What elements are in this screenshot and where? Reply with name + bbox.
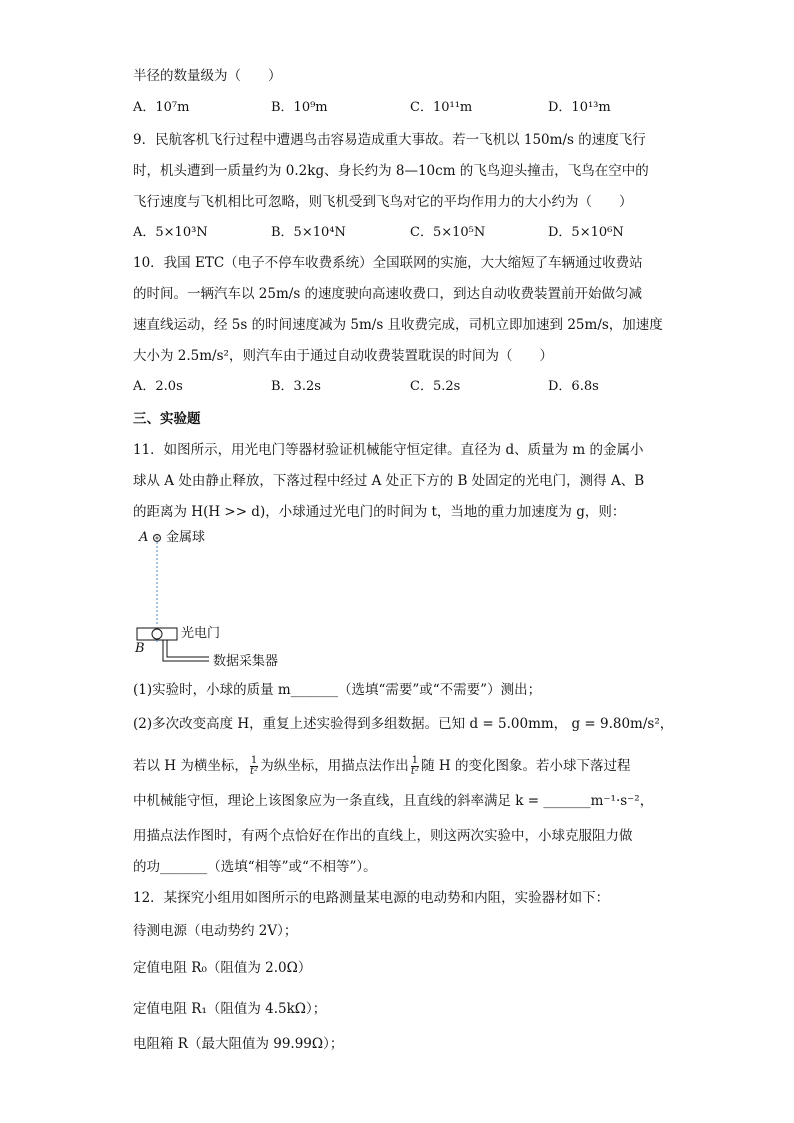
q11-sub2-text-b: 为纵坐标，用描点法作出: [260, 758, 409, 774]
q8-option-b: B．10⁹m: [271, 100, 328, 115]
q12-line-5: 电阻箱 R（最大阻值为 99.99Ω）；: [133, 1036, 344, 1052]
collector-cable-outer: [163, 640, 209, 661]
fraction-numerator-2: 1: [411, 755, 419, 766]
q8-stem-tail: 半径的数量级为（ ）: [133, 68, 282, 84]
q10-line-1: 10．我国 ETC（电子不停车收费系统）全国联网的实施，大大缩短了车辆通过收费站: [133, 255, 643, 271]
q12-line-4: 定值电阻 R₁（阻值为 4.5kΩ）；: [133, 1001, 327, 1017]
metal-ball-core: [156, 537, 159, 540]
q12-line-1: 12．某探究小组用如图所示的电路测量某电源的电动势和内阻，实验器材如下：: [133, 890, 610, 906]
label-a: A: [139, 530, 149, 545]
q11-sub1: (1)实验时，小球的质量 m_______（选填“需要”或“不需要”）测出；: [133, 682, 542, 698]
q11-line-2: 球从 A 处由静止释放，下落过程中经过 A 处正下方的 B 处固定的光电门，测得 A、B: [133, 473, 645, 489]
fraction-numerator: 1: [250, 755, 258, 766]
label-b: B: [135, 641, 145, 656]
q9-option-c: C．5×10⁵N: [410, 225, 486, 240]
photogate-diagram: [133, 528, 333, 673]
collector-cable-inner: [167, 640, 209, 657]
label-metal-ball: 金属球: [166, 530, 206, 545]
q11-sub2-line2: [133, 756, 630, 777]
q9-line-2: 时，机头遭到一质量约为 0.2kg、身长约为 8—10cm 的飞鸟迎头撞击，飞鸟在空中的: [133, 163, 649, 179]
q10-option-b: B．3.2s: [271, 379, 321, 394]
q8-option-d: D．10¹³m: [548, 100, 611, 115]
fraction-denominator-2: t²: [410, 766, 419, 777]
label-photogate: 光电门: [181, 626, 221, 641]
q11-line-3: 的距离为 H(H >> d)，小球通过光电门的时间为 t，当地的重力加速度为 g，则：: [133, 504, 626, 520]
q11-line-1: 11．如图所示，用光电门等器材验证机械能守恒定律。直径为 d、质量为 m 的金属小: [133, 442, 644, 458]
section-title: 三、实验题: [133, 411, 201, 427]
fraction-denominator: t²: [250, 766, 259, 777]
q11-sub2-line4: 用描点法作图时，有两个点恰好在作出的直线上，则这两次实验中，小球克服阻力做: [133, 828, 633, 844]
q11-sub2-line1: (2)多次改变高度 H，重复上述实验得到多组数据。已知 d = 5.00mm， g = 9.80m/s²，: [133, 716, 674, 732]
q9-option-b: B．5×10⁴N: [271, 225, 346, 240]
q8-option-a: A．10⁷m: [133, 100, 190, 115]
q10-line-3: 速直线运动，经 5s 的时间速度减为 5m/s 且收费完成，司机立即加速到 25m/s，加速度: [133, 317, 663, 333]
q11-sub2-text-a: 若以 H 为横坐标，: [133, 758, 248, 774]
q12-line-3: 定值电阻 R₀（阻值为 2.0Ω）: [133, 960, 312, 976]
q9-line-1: 9．民航客机飞行过程中遭遇鸟击容易造成重大事故。若一飞机以 150m/s 的速度飞行: [133, 132, 646, 148]
q11-sub2-text-c: 随 H 的变化图象。若小球下落过程: [421, 758, 631, 774]
q10-option-d: D．6.8s: [548, 379, 599, 394]
label-data-collector: 数据采集器: [213, 654, 279, 669]
q9-line-3: 飞行速度与飞机相比可忽略，则飞机受到飞鸟对它的平均作用力的大小约为（ ）: [133, 194, 633, 210]
q12-line-2: 待测电源（电动势约 2V）；: [133, 923, 298, 939]
q10-line-2: 的时间。一辆汽车以 25m/s 的速度驶向高速收费口，到达自动收费装置前开始做匀减: [133, 286, 643, 302]
q10-option-c: C．5.2s: [410, 379, 461, 394]
q10-option-a: A．2.0s: [133, 379, 183, 394]
photogate-figure: [133, 528, 333, 673]
fraction-one-over-t-squared-2: [411, 756, 419, 777]
fraction-one-over-t-squared: [250, 756, 258, 777]
q11-sub2-line3: 中机械能守恒，理论上该图象应为一条直线，且直线的斜率满足 k = _______m⁻¹·s⁻²，: [133, 793, 654, 809]
q8-option-c: C．10¹¹m: [410, 100, 473, 115]
q9-option-d: D．5×10⁶N: [548, 225, 624, 240]
photogate-body: [137, 628, 177, 640]
q11-sub2-line5: 的功_______（选填“相等”或“不相等”）。: [133, 859, 377, 875]
q9-option-a: A．5×10³N: [133, 225, 208, 240]
q10-line-4: 大小为 2.5m/s²，则汽车由于通过自动收费装置耽误的时间为（ ）: [133, 348, 553, 364]
